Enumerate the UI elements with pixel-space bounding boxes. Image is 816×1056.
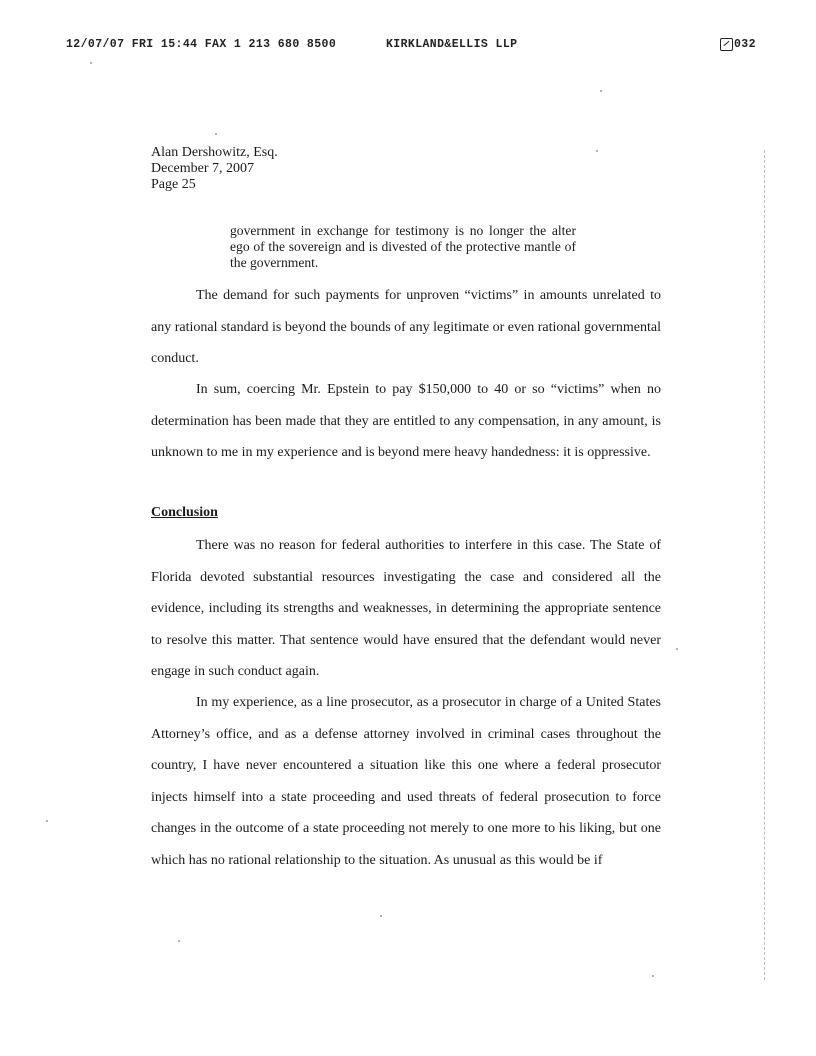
scan-speck [380, 915, 382, 917]
scan-speck [596, 150, 598, 152]
scan-speck [652, 975, 654, 977]
paragraph-no-federal-reason: There was no reason for federal authorities to interfere in this case. The State of Florida devoted substantial resources investigating the case and considered all the evidence, including its strengths and weaknesses, in determining the appropriate sentence to resolve this matter. That sentence would have ensured that the defendant would never engage in such conduct again. [151, 538, 661, 679]
paragraph-coercion-summary: In sum, coercing Mr. Epstein to pay $150,000 to 40 or so “victims” when no determination has been made that they are entitled to any compensation, in any amount, is unknown to me in my experience and is beyond mere heavy handedness: it is oppressive. [151, 382, 661, 460]
letter-header [151, 145, 278, 193]
fax-firm-name: KIRKLAND&ELLIS LLP [386, 38, 518, 51]
fax-page-number-text: 032 [734, 38, 756, 51]
paragraph-experience: In my experience, as a line prosecutor, as a prosecutor in charge of a United States Attorney’s office, and as a defense attorney involved in criminal cases throughout the country, I have never encountered a situation like this one where a federal prosecutor injects himself into a state proceeding and used threats of federal prosecution to force changes in the outcome of a state proceeding not merely to one more to his liking, but one which has no rational relationship to the situation. As unusual as this would be if [151, 695, 661, 868]
conclusion-heading: Conclusion [151, 505, 218, 520]
fax-header [0, 38, 816, 54]
recipient-name: Alan Dershowitz, Esq. [151, 145, 278, 160]
letter-page-number: Page 25 [151, 177, 196, 192]
fax-page-number [720, 38, 756, 54]
fax-page-icon [720, 38, 733, 51]
scan-speck [215, 133, 217, 135]
paragraph-payments-demand: The demand for such payments for unproven “victims” in amounts unrelated to any rational standard is beyond the bounds of any legitimate or even rational governmental conduct. [151, 288, 661, 366]
scan-margin-line [764, 150, 765, 980]
scan-speck [90, 62, 92, 64]
scan-speck [600, 90, 602, 92]
letter-date: December 7, 2007 [151, 161, 255, 176]
scan-speck [46, 820, 48, 822]
block-quote [230, 223, 576, 271]
scan-speck [676, 648, 678, 650]
block-quote-text: government in exchange for testimony is no longer the alter ego of the sovereign and is divested of the protective mantle of the government. [230, 223, 576, 270]
scan-speck [178, 940, 180, 942]
fax-transmission-line: 12/07/07 FRI 15:44 FAX 1 213 680 8500 [66, 38, 337, 51]
